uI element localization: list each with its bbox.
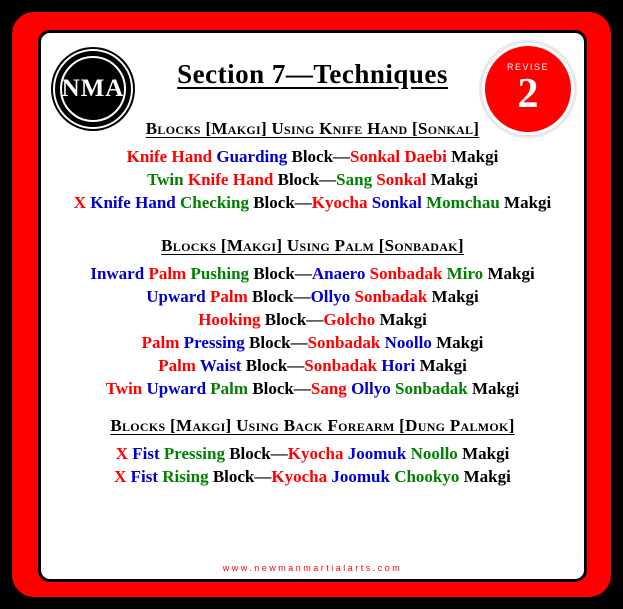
technique-term: Fist xyxy=(130,467,163,486)
technique-term: Momchau xyxy=(426,193,505,212)
technique-term: Noollo xyxy=(384,333,437,352)
technique-line xyxy=(41,262,584,285)
technique-line xyxy=(41,377,584,400)
technique-term: Block— xyxy=(229,444,288,463)
technique-term: Makgi xyxy=(430,170,478,189)
footer-website: www.newmanmartialarts.com xyxy=(222,563,403,573)
technique-term: Makgi xyxy=(462,444,510,463)
section-spacer xyxy=(41,404,584,416)
technique-term: Kyocha xyxy=(287,444,348,463)
technique-term: Waist xyxy=(199,356,246,375)
technique-term: Pushing xyxy=(190,264,254,283)
technique-term: Anaero xyxy=(311,264,370,283)
technique-term: Makgi xyxy=(463,467,511,486)
technique-term: Block— xyxy=(252,379,311,398)
technique-term: Palm xyxy=(148,264,191,283)
technique-term: Knife Hand xyxy=(90,193,180,212)
technique-term: Block— xyxy=(291,147,351,166)
technique-term: Sonbadak xyxy=(394,379,473,398)
technique-term: Checking xyxy=(180,193,254,212)
technique-term: X xyxy=(115,444,133,463)
technique-term: Upward xyxy=(146,287,210,306)
logo-text: NMA xyxy=(61,75,125,102)
poster-page xyxy=(38,30,587,582)
technique-section-heading: Blocks [Makgi] Using Back Forearm [Dung Palmok] xyxy=(110,416,515,435)
technique-line xyxy=(41,354,584,377)
technique-section xyxy=(41,119,584,214)
technique-line xyxy=(41,442,584,465)
technique-term: Fist xyxy=(132,444,164,463)
technique-term: Palm xyxy=(158,356,200,375)
technique-term: Hori xyxy=(381,356,420,375)
technique-term: Kyocha xyxy=(271,467,332,486)
technique-line xyxy=(41,331,584,354)
technique-term: Sonbadak xyxy=(307,333,385,352)
technique-term: Ollyo xyxy=(310,287,355,306)
technique-line xyxy=(41,285,584,308)
technique-term: Twin xyxy=(105,379,147,398)
technique-list xyxy=(41,119,584,492)
technique-term: Sonbadak xyxy=(304,356,382,375)
technique-term: Knife Hand xyxy=(126,147,217,166)
technique-term: Block— xyxy=(249,333,308,352)
technique-line xyxy=(41,308,584,331)
technique-term: Joomuk xyxy=(347,444,411,463)
technique-term: Block— xyxy=(277,170,337,189)
technique-term: Makgi xyxy=(504,193,552,212)
technique-line xyxy=(41,168,584,191)
technique-term: Makgi xyxy=(487,264,535,283)
technique-term: X xyxy=(73,193,91,212)
technique-term: Palm xyxy=(141,333,184,352)
technique-section xyxy=(41,416,584,488)
revise-badge-label: REVISE xyxy=(506,62,549,72)
technique-term: Makgi xyxy=(472,379,520,398)
technique-section-heading: Blocks [Makgi] Using Palm [Sonbadak] xyxy=(161,236,464,255)
technique-term: Palm xyxy=(209,287,253,306)
technique-term: Ollyo xyxy=(351,379,395,398)
technique-line xyxy=(41,191,584,214)
technique-term: Joomuk xyxy=(331,467,395,486)
technique-term: Chookyo xyxy=(394,467,464,486)
technique-term: Block— xyxy=(253,264,312,283)
technique-term: Knife Hand xyxy=(187,170,278,189)
technique-term: Hooking xyxy=(198,310,265,329)
technique-line xyxy=(41,465,584,488)
technique-term: Inward xyxy=(90,264,149,283)
technique-term: Makgi xyxy=(451,147,499,166)
technique-term: Sonkal xyxy=(376,170,431,189)
technique-section xyxy=(41,236,584,400)
revise-badge-number: 2 xyxy=(517,71,539,117)
technique-term: Block— xyxy=(253,193,312,212)
technique-term: Sonkal Daebi xyxy=(350,147,452,166)
technique-term: Miro xyxy=(446,264,488,283)
technique-line xyxy=(41,145,584,168)
technique-term: Sonbadak xyxy=(369,264,447,283)
technique-term: Makgi xyxy=(419,356,467,375)
technique-term: Pressing xyxy=(163,444,230,463)
technique-term: Golcho xyxy=(323,310,380,329)
technique-term: Makgi xyxy=(379,310,427,329)
technique-term: Palm xyxy=(210,379,253,398)
technique-term: Makgi xyxy=(436,333,484,352)
poster-card xyxy=(8,8,615,601)
technique-term: Twin xyxy=(147,170,188,189)
technique-term: Guarding xyxy=(216,147,292,166)
technique-term: Pressing xyxy=(183,333,250,352)
technique-term: Rising xyxy=(162,467,213,486)
technique-term: Block— xyxy=(252,287,311,306)
technique-term: Makgi xyxy=(431,287,479,306)
technique-term: Block— xyxy=(264,310,324,329)
technique-term: Sang xyxy=(310,379,352,398)
technique-section-heading: Blocks [Makgi] Using Knife Hand [Sonkal] xyxy=(145,119,480,138)
page-title: Section 7—Techniques xyxy=(177,59,448,89)
section-spacer xyxy=(41,218,584,236)
technique-term: Noollo xyxy=(410,444,463,463)
technique-term: Upward xyxy=(146,379,211,398)
technique-term: Kyocha xyxy=(311,193,372,212)
technique-term: Block— xyxy=(212,467,272,486)
technique-term: Sonbadak xyxy=(354,287,432,306)
technique-term: Sonkal xyxy=(371,193,427,212)
technique-term: Sang xyxy=(336,170,377,189)
technique-term: X xyxy=(114,467,131,486)
technique-term: Block— xyxy=(245,356,305,375)
